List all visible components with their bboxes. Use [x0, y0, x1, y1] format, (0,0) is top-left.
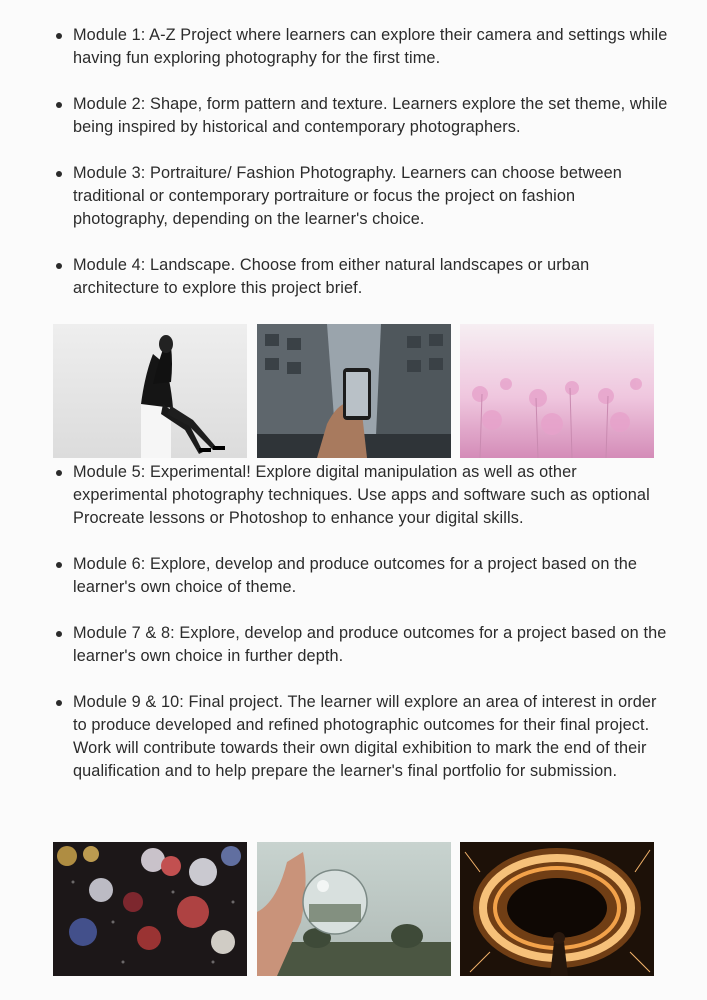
module-1-item: Module 1: A-Z Project where learners can explore their camera and settings while having fun exploring photography for the first time. [52, 24, 672, 70]
fashion-model-photo [53, 324, 247, 458]
module-4-item: Module 4: Landscape. Choose from either natural landscapes or urban architecture to explore this project brief. [52, 254, 672, 300]
bokeh-rain-photo [53, 842, 247, 976]
module-list-top [52, 24, 672, 300]
crystal-ball-photo [257, 842, 451, 976]
module-3-item: Module 3: Portraiture/ Fashion Photography. Learners can choose between traditional or contemporary portraiture or focus the project on fashion photography, depending on the learner's choice. [52, 162, 672, 231]
module-6-item: Module 6: Explore, develop and produce outcomes for a project based on the learner's own choice of theme. [52, 553, 672, 599]
module-9-10-item: Module 9 & 10: Final project. The learner will explore an area of interest in order to produce developed and refined photographic outcomes for their final project. Work will contribute towards their own digital exhibition to mark the end of their qualification and to help prepare the learner's final portfolio for submission. [52, 691, 672, 783]
module-list-bottom [52, 461, 672, 783]
steel-wool-fire-photo [460, 842, 654, 976]
module-2-item: Module 2: Shape, form pattern and texture. Learners explore the set theme, while being inspired by historical and contemporary photographers. [52, 93, 672, 139]
module-7-8-item: Module 7 & 8: Explore, develop and produce outcomes for a project based on the learner's own choice in further depth. [52, 622, 672, 668]
module-5-item: Module 5: Experimental! Explore digital manipulation as well as other experimental photography techniques. Use apps and software such as optional Procreate lessons or Photoshop to enhance your digital skills. [52, 461, 672, 530]
phone-street-photo [257, 324, 451, 458]
pink-flowers-photo [460, 324, 654, 458]
